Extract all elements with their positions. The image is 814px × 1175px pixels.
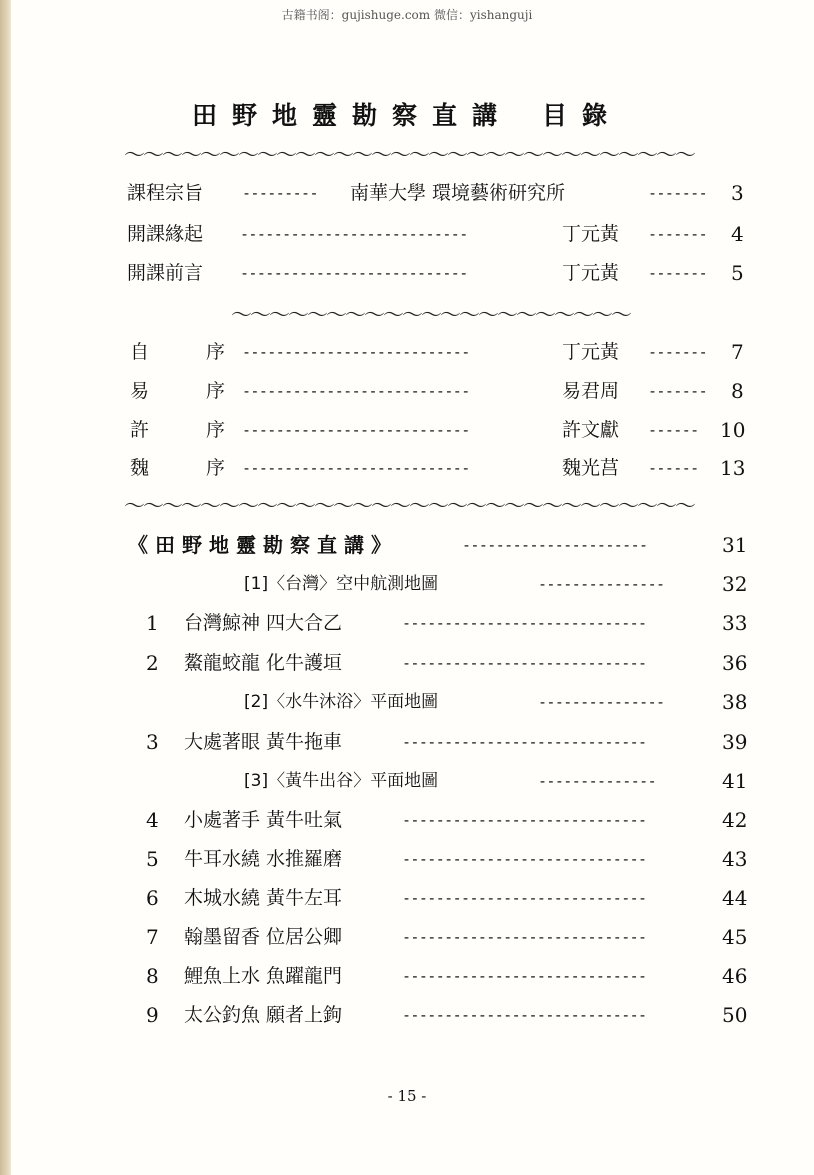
entry-author: 易君周 <box>562 380 620 402</box>
chapter-title: 大處著眼 黃牛拖車 <box>184 731 343 753</box>
toc-chapter-entry[interactable] <box>0 804 814 836</box>
entry-label: 魏 <box>130 457 150 479</box>
map-title: [2]〈水牛沐浴〉平面地圖 <box>244 692 439 712</box>
page-ref: 42 <box>722 808 748 832</box>
page-ref: 5 <box>731 261 744 285</box>
leader-dashes: ------- <box>648 382 708 400</box>
leader-dashes: --------------- <box>538 693 665 711</box>
section-title: 《田野地靈勘察直講》 <box>128 533 398 557</box>
toc-preface-entry[interactable] <box>0 375 814 407</box>
entry-label: 開課前言 <box>127 262 204 284</box>
entry-author: 丁元黃 <box>562 262 620 284</box>
toc-chapter-entry[interactable] <box>0 647 814 679</box>
toc-front-entry[interactable] <box>0 218 814 250</box>
leader-dashes: ------- <box>648 225 708 243</box>
entry-label: 開課緣起 <box>127 223 204 245</box>
leader-dashes: --------------------------- <box>242 343 470 361</box>
chapter-title: 太公釣魚 願者上鉤 <box>184 1004 343 1026</box>
chapter-number: 9 <box>146 1003 159 1027</box>
chapter-title: 鯉魚上水 魚躍龍門 <box>184 965 343 987</box>
leader-dashes: ---------------------- <box>462 536 648 554</box>
toc-front-entry[interactable] <box>0 257 814 289</box>
leader-dashes: ----------------------------- <box>402 928 647 946</box>
page-ref: 43 <box>722 847 748 871</box>
chapter-title: 木城水繞 黃牛左耳 <box>184 887 343 909</box>
leader-dashes: ----------------------------- <box>402 967 647 985</box>
chapter-title: 小處著手 黃牛吐氣 <box>184 809 343 831</box>
page-ref: 33 <box>722 611 748 635</box>
leader-dashes: ----------------------------- <box>402 733 647 751</box>
leader-dashes: --------- <box>242 184 318 202</box>
chapter-number: 4 <box>146 808 159 832</box>
page-ref: 50 <box>722 1003 748 1027</box>
chapter-number: 7 <box>146 925 159 949</box>
chapter-number: 3 <box>146 730 159 754</box>
leader-dashes: --------------------------- <box>242 459 470 477</box>
toc-chapter-entry[interactable] <box>0 843 814 875</box>
wave-divider-2: ～～～～～～～～～～～～～～～～～～～～～ <box>231 303 630 327</box>
chapter-title: 翰墨留香 位居公卿 <box>184 926 343 948</box>
leader-dashes: ------- <box>648 343 708 361</box>
page-ref: 8 <box>731 379 744 403</box>
leader-dashes: ------- <box>648 184 708 202</box>
entry-author: 許文獻 <box>562 419 620 441</box>
page-ref: 3 <box>731 181 744 205</box>
toc-map-entry[interactable] <box>0 686 814 718</box>
map-title: [3]〈黃牛出谷〉平面地圖 <box>244 771 439 791</box>
leader-dashes: ----------------------------- <box>402 850 647 868</box>
leader-dashes: ----------------------------- <box>402 654 647 672</box>
leader-dashes: -------------- <box>538 772 657 790</box>
toc-chapter-entry[interactable] <box>0 999 814 1031</box>
page-ref: 38 <box>722 690 748 714</box>
wave-divider-1: ～～～～～～～～～～～～～～～～～～～～～～～～～～～～～～ <box>124 143 694 167</box>
title-suffix: 目錄 <box>542 101 623 130</box>
entry-author: 丁元黃 <box>562 341 620 363</box>
entry-label-suffix: 序 <box>206 380 226 402</box>
leader-dashes: ------ <box>648 421 699 439</box>
title-main: 田野地靈勘察直講 <box>191 101 512 130</box>
chapter-title: 鰲龍蛟龍 化牛護垣 <box>184 652 343 674</box>
entry-label-suffix: 序 <box>206 341 226 363</box>
toc-main-section[interactable] <box>0 529 814 561</box>
chapter-title: 牛耳水繞 水推羅磨 <box>184 848 343 870</box>
entry-label: 課程宗旨 <box>127 182 204 204</box>
watermark-text: 古籍书阁：gujishuge.com 微信：yishanguji <box>281 8 533 22</box>
page-ref: 46 <box>722 964 748 988</box>
page-ref: 4 <box>731 222 744 246</box>
page-ref: 13 <box>720 456 746 480</box>
toc-preface-entry[interactable] <box>0 414 814 446</box>
entry-author: 南華大學 環境藝術研究所 <box>350 182 566 204</box>
leader-dashes: ----------------------------- <box>402 811 647 829</box>
toc-preface-entry[interactable] <box>0 336 814 368</box>
toc-chapter-entry[interactable] <box>0 882 814 914</box>
leader-dashes: --------------- <box>538 575 665 593</box>
wave-divider-3: ～～～～～～～～～～～～～～～～～～～～～～～～～～～～～～ <box>124 494 694 518</box>
toc-chapter-entry[interactable] <box>0 921 814 953</box>
chapter-number: 6 <box>146 886 159 910</box>
toc-chapter-entry[interactable] <box>0 726 814 758</box>
toc-preface-entry[interactable] <box>0 452 814 484</box>
chapter-number: 1 <box>146 611 159 635</box>
leader-dashes: --------------------------- <box>240 225 468 243</box>
page-ref: 44 <box>722 886 748 910</box>
entry-author: 丁元黃 <box>562 223 620 245</box>
entry-label: 許 <box>130 419 150 441</box>
leader-dashes: ----------------------------- <box>402 889 647 907</box>
leader-dashes: ------ <box>648 459 699 477</box>
entry-label: 自 <box>130 341 150 363</box>
chapter-title: 台灣鯨神 四大合乙 <box>184 612 343 634</box>
page-ref: 7 <box>731 340 744 364</box>
page-number: - 15 - <box>387 1087 427 1105</box>
page-ref: 32 <box>722 572 748 596</box>
entry-author: 魏光莒 <box>562 457 620 479</box>
map-title: [1]〈台灣〉空中航測地圖 <box>244 574 439 594</box>
leader-dashes: ------- <box>648 264 708 282</box>
page-ref: 39 <box>722 730 748 754</box>
leader-dashes: --------------------------- <box>242 421 470 439</box>
page-ref: 45 <box>722 925 748 949</box>
page-ref: 41 <box>722 769 748 793</box>
toc-chapter-entry[interactable] <box>0 607 814 639</box>
toc-front-entry[interactable] <box>0 177 814 209</box>
entry-label-suffix: 序 <box>206 419 226 441</box>
page-title <box>0 96 814 132</box>
leader-dashes: --------------------------- <box>242 382 470 400</box>
chapter-number: 8 <box>146 964 159 988</box>
page-ref: 10 <box>720 418 746 442</box>
chapter-number: 2 <box>146 651 159 675</box>
entry-label-suffix: 序 <box>206 457 226 479</box>
leader-dashes: ----------------------------- <box>402 1006 647 1024</box>
toc-map-entry[interactable] <box>0 765 814 797</box>
entry-label: 易 <box>130 380 150 402</box>
toc-map-entry[interactable] <box>0 568 814 600</box>
leader-dashes: --------------------------- <box>240 264 468 282</box>
page-ref: 36 <box>722 651 748 675</box>
toc-chapter-entry[interactable] <box>0 960 814 992</box>
leader-dashes: ----------------------------- <box>402 614 647 632</box>
page-ref: 31 <box>722 533 748 557</box>
chapter-number: 5 <box>146 847 159 871</box>
